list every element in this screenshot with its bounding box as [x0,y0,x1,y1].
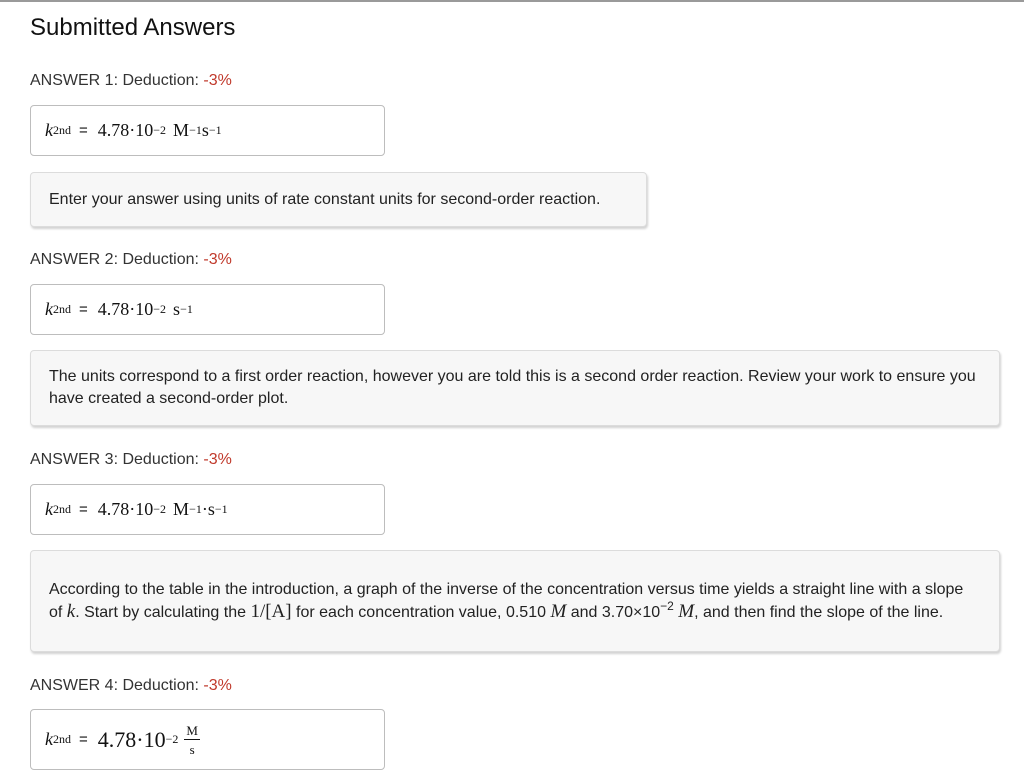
answer-label: ANSWER 1: [30,72,119,89]
answer-2-math [45,285,193,334]
deduction-value: -3% [203,72,232,89]
k-symbol: k [66,600,76,622]
answer-1-feedback [30,172,647,227]
deduction-label: Deduction: [122,251,199,268]
page-title: Submitted Answers [30,14,236,41]
top-divider [0,0,1024,2]
answer-label: ANSWER 2: [30,251,119,268]
unit-m-exponent: −1 [189,123,202,137]
feedback-part: . Start by calculating the [75,603,251,621]
answer-label: ANSWER 4: [30,677,119,694]
unit-m-exponent: −1 [189,502,202,516]
k-subscript: 2nd [53,502,71,516]
answer-4-math [45,710,200,769]
equals-sign: = [79,731,88,748]
value-exponent: −2 [153,502,167,516]
answer-3-box [30,484,385,535]
k-subscript: 2nd [53,123,71,137]
k-variable: k [45,299,53,319]
unit-s: s [207,499,215,519]
value-exponent: −2 [153,302,167,316]
unit-s-exponent: −1 [180,302,193,316]
feedback-text: Enter your answer using units of rate constant units for second-order reaction. [49,190,601,208]
unit-s-exponent: −1 [214,502,228,516]
answer-2-header [30,251,232,269]
deduction-value: -3% [203,677,232,694]
answer-3-math [45,485,228,534]
fraction-numerator: M [186,722,198,738]
molar-symbol: M [550,600,567,622]
deduction-label: Deduction: [122,72,199,89]
unit-m: M [173,120,190,140]
answer-1-box [30,105,385,156]
answer-value: 4.78·10 [97,726,166,752]
k-variable: k [45,729,53,749]
feedback-exponent: −2 [660,598,674,613]
deduction-value: -3% [203,251,232,268]
equals-sign: = [79,501,88,518]
answer-3-header [30,451,232,469]
answer-2-feedback [30,350,1000,426]
answer-1-header [30,72,232,90]
feedback-text [49,579,981,624]
answer-4-header [30,677,232,695]
unit-m: M [173,499,190,519]
feedback-part: According to the table in the introduction, a graph of the inverse of the concentration versus time yields a straight line with a slope of [49,580,964,621]
unit-s-exponent: −1 [208,123,222,137]
unit-dot: · [201,499,208,519]
value-exponent: −2 [165,732,179,746]
fraction-denominator: s [189,741,195,757]
deduction-label: Deduction: [122,677,199,694]
answer-label: ANSWER 3: [30,451,119,468]
equals-sign: = [79,301,88,318]
inverse-concentration: 1/[A] [250,600,292,622]
feedback-part: for each concentration value, 0.510 [291,603,551,621]
k-variable: k [45,120,53,140]
k-subscript: 2nd [53,302,71,316]
molar-symbol: M [678,600,695,622]
unit-s: s [201,120,209,140]
answer-4-box [30,709,385,770]
answer-2-box [30,284,385,335]
unit-fraction [184,724,200,756]
feedback-part: and 3.70×10 [566,603,661,621]
k-subscript: 2nd [53,732,71,746]
deduction-label: Deduction: [122,451,199,468]
feedback-text: The units correspond to a first order reaction, however you are told this is a second order reaction. Review your work to ensure you have created a second-order plot. [49,368,976,407]
feedback-part: , and then find the slope of the line. [694,603,944,621]
unit-s: s [173,299,181,319]
value-exponent: −2 [153,123,167,137]
answer-value: 4.78·10 [97,499,154,519]
answer-1-math [45,106,222,155]
deduction-value: -3% [203,451,232,468]
k-variable: k [45,499,53,519]
answer-3-feedback [30,550,1000,652]
answer-value: 4.78·10 [97,299,154,319]
equals-sign: = [79,122,88,139]
answer-value: 4.78·10 [97,120,154,140]
